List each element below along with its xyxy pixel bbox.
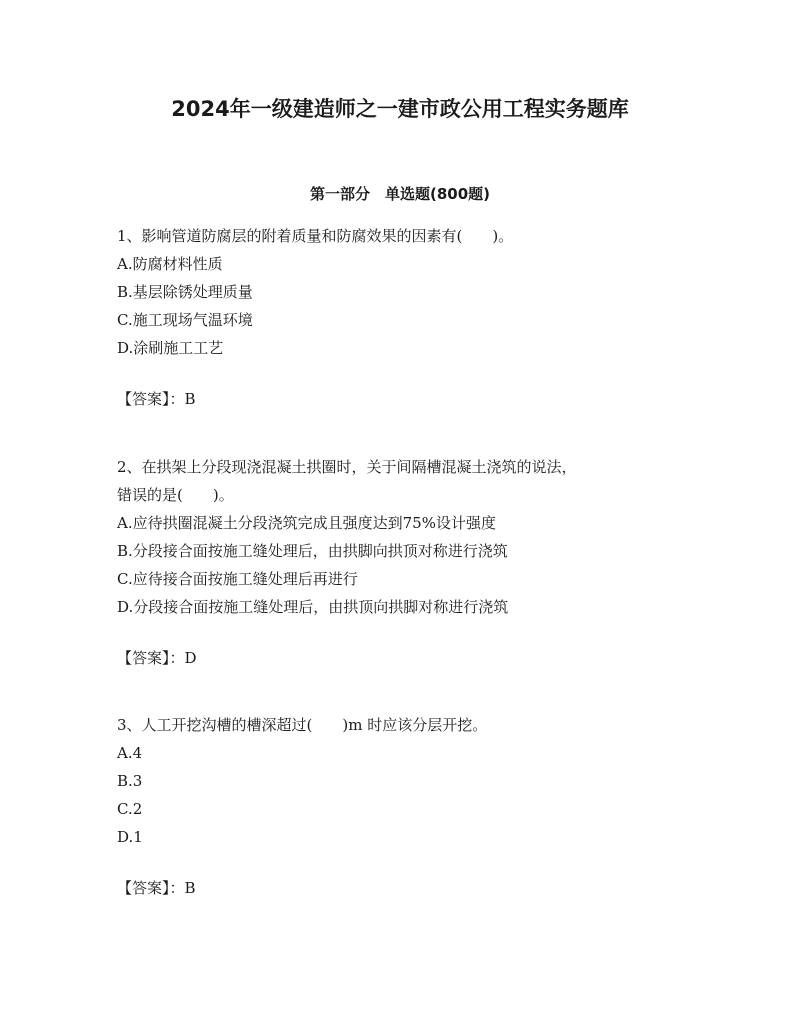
question-stem: 3、人工开挖沟槽的槽深超过( )m 时应该分层开挖。: [117, 716, 488, 734]
section-heading: 第一部分 单选题(800题): [309, 185, 491, 203]
question-3: [117, 711, 677, 851]
option-d: D.1: [117, 828, 143, 846]
answer-3: 【答案】：B: [117, 879, 196, 897]
option-b: B.3: [117, 772, 143, 790]
answer-1: 【答案】：B: [117, 390, 196, 408]
option-a: A.防腐材料性质: [117, 255, 223, 273]
option-d: D.涂刷施工工艺: [117, 339, 224, 357]
option-b: B.分段接合面按施工缝处理后，由拱脚向拱顶对称进行浇筑: [117, 542, 508, 560]
option-c: C.2: [117, 800, 143, 818]
question-stem: 1、影响管道防腐层的附着质量和防腐效果的因素有( )。: [117, 227, 514, 245]
question-stem: 2、在拱架上分段现浇混凝土拱圈时，关于间隔槽混凝土浇筑的说法，: [117, 458, 577, 476]
option-c: C.应待接合面按施工缝处理后再进行: [117, 570, 358, 588]
option-c: C.施工现场气温环境: [117, 311, 253, 329]
answer-2: 【答案】：D: [117, 649, 197, 667]
document-title: 2024年一级建造师之一建市政公用工程实务题库: [171, 97, 629, 121]
question-2: [117, 453, 677, 621]
question-1: [117, 222, 677, 362]
option-b: B.基层除锈处理质量: [117, 283, 253, 301]
question-stem-continued: 错误的是( )。: [117, 486, 234, 504]
option-a: A.4: [117, 744, 143, 762]
option-d: D.分段接合面按施工缝处理后，由拱顶向拱脚对称进行浇筑: [117, 598, 509, 616]
option-a: A.应待拱圈混凝土分段浇筑完成且强度达到75%设计强度: [117, 514, 496, 532]
